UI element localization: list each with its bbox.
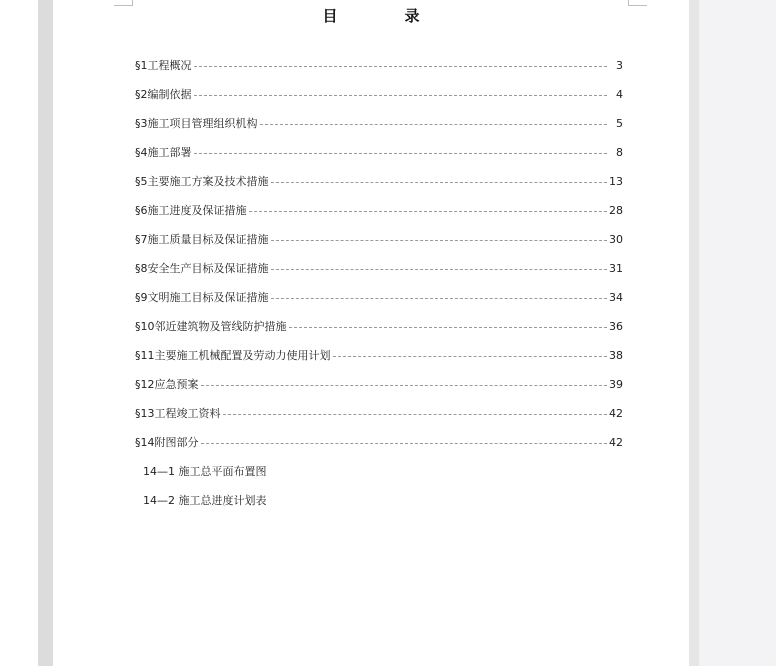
toc-entry[interactable] xyxy=(135,116,623,145)
toc-entry[interactable] xyxy=(135,232,623,261)
toc-entry[interactable] xyxy=(135,174,623,203)
toc-leader xyxy=(194,66,608,67)
toc-entry-label: §6施工进度及保证措施 xyxy=(135,204,247,217)
toc-list xyxy=(135,58,623,522)
toc-entry-page: 3 xyxy=(616,59,623,72)
toc-entry-label: §5主要施工方案及技术措施 xyxy=(135,175,269,188)
toc-entry[interactable] xyxy=(135,406,623,435)
toc-entry-page: 39 xyxy=(609,378,623,391)
toc-entry-page: 42 xyxy=(609,436,623,449)
page-shadow-right xyxy=(689,0,699,666)
toc-entry-page: 31 xyxy=(609,262,623,275)
toc-entry-label: §14附图部分 xyxy=(135,436,199,449)
left-gutter xyxy=(0,0,38,666)
toc-entry[interactable] xyxy=(135,203,623,232)
toc-entry-label: §10邻近建筑物及管线防护措施 xyxy=(135,320,287,333)
toc-entry-page: 36 xyxy=(609,320,623,333)
toc-leader xyxy=(201,443,608,444)
toc-leader xyxy=(289,327,608,328)
toc-title: 目 录 xyxy=(322,7,446,25)
toc-entry-page: 34 xyxy=(609,291,623,304)
toc-entry-label: §13工程竣工资料 xyxy=(135,407,221,420)
toc-entry[interactable] xyxy=(135,58,623,87)
toc-entry-page: 28 xyxy=(609,204,623,217)
toc-leader xyxy=(271,298,608,299)
toc-entry-label: §1工程概况 xyxy=(135,59,192,72)
toc-leader xyxy=(271,182,608,183)
toc-entry[interactable] xyxy=(135,261,623,290)
page-shadow-left xyxy=(38,0,53,666)
toc-leader xyxy=(194,153,608,154)
document-page[interactable] xyxy=(53,0,689,666)
toc-leader xyxy=(271,269,608,270)
toc-entry-label: §8安全生产目标及保证措施 xyxy=(135,262,269,275)
toc-leader xyxy=(333,356,608,357)
toc-leader xyxy=(249,211,608,212)
toc-leader xyxy=(260,124,608,125)
toc-leader xyxy=(201,385,608,386)
toc-sub-entry[interactable]: 14—1 施工总平面布置图 xyxy=(143,465,267,478)
toc-entry[interactable] xyxy=(135,377,623,406)
toc-entry-label: §12应急预案 xyxy=(135,378,199,391)
toc-leader xyxy=(194,95,608,96)
toc-entry[interactable] xyxy=(135,290,623,319)
toc-entry[interactable] xyxy=(135,319,623,348)
toc-entry-label: §7施工质量目标及保证措施 xyxy=(135,233,269,246)
right-workspace xyxy=(699,0,776,666)
toc-entry-page: 30 xyxy=(609,233,623,246)
toc-entry-label: §9文明施工目标及保证措施 xyxy=(135,291,269,304)
toc-entry-page: 8 xyxy=(616,146,623,159)
toc-entry-label: §2编制依据 xyxy=(135,88,192,101)
toc-entry-label: §3施工项目管理组织机构 xyxy=(135,117,258,130)
toc-entry-label: §4施工部署 xyxy=(135,146,192,159)
toc-entry-page: 42 xyxy=(609,407,623,420)
toc-entry-page: 38 xyxy=(609,349,623,362)
toc-entry-page: 13 xyxy=(609,175,623,188)
toc-entry[interactable] xyxy=(135,145,623,174)
toc-entry[interactable] xyxy=(135,87,623,116)
toc-entry-page: 5 xyxy=(616,117,623,130)
toc-sub-entry[interactable]: 14—2 施工总进度计划表 xyxy=(143,494,267,507)
toc-entry-page: 4 xyxy=(616,88,623,101)
toc-leader xyxy=(271,240,608,241)
toc-leader xyxy=(223,414,608,415)
toc-entry[interactable] xyxy=(135,435,623,464)
toc-entry-label: §11主要施工机械配置及劳动力使用计划 xyxy=(135,349,331,362)
toc-entry[interactable] xyxy=(135,348,623,377)
